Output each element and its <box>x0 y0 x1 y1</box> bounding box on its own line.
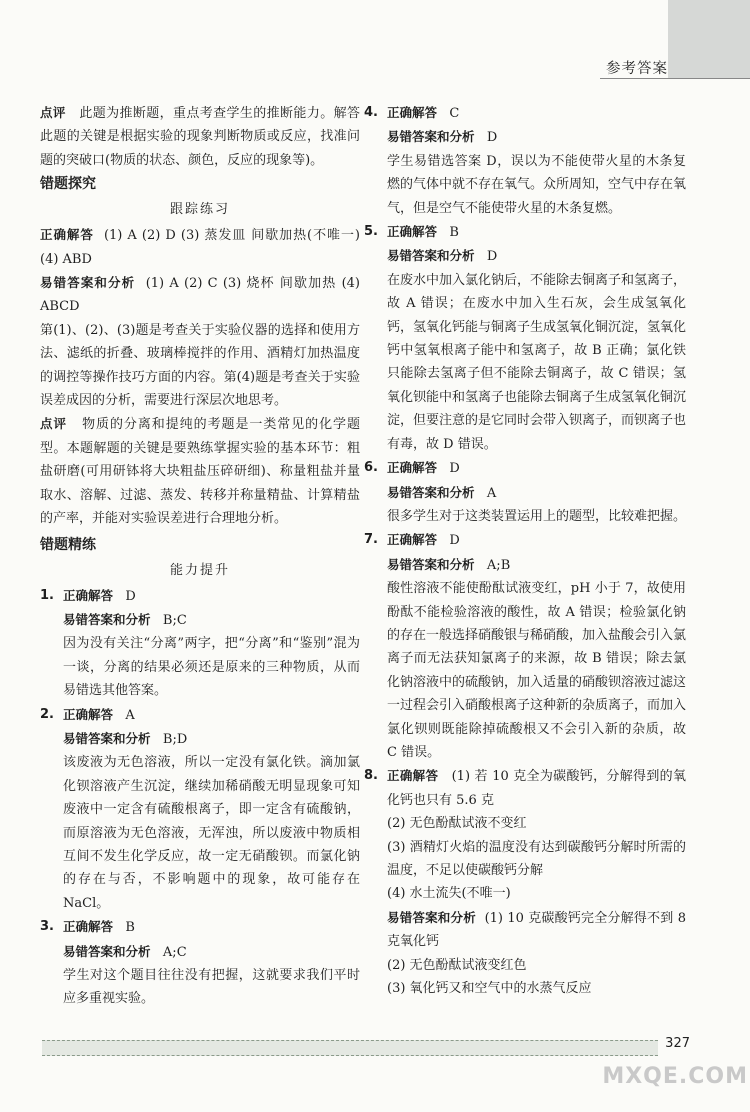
wrong-label: 易错答案和分析 <box>387 556 475 572</box>
answer-line: (4) 水土流失(不唯一) <box>387 886 511 902</box>
question-number: 2. <box>40 706 54 722</box>
wrong-answer <box>387 244 686 268</box>
question-item-2 <box>40 703 360 916</box>
comment-text: 此题为推断题，重点考查学生的推断能力。解答此题的关键是根据实验的现象判断物质或反应，找准问题的突破口(物质的状态、颜色，反应的现象等)。 <box>40 106 360 168</box>
section-title: 错题探究 <box>40 176 96 193</box>
correct-text: A <box>125 707 135 723</box>
wrong-label: 易错答案和分析 <box>40 275 136 291</box>
correct-text: B <box>125 920 135 936</box>
correct-answer <box>387 101 686 125</box>
answer-line: (2) 无色酚酞试液变红色 <box>387 957 527 973</box>
section-title: 错题精练 <box>40 536 96 553</box>
question-item-5 <box>364 220 686 456</box>
wrong-answer <box>387 553 686 577</box>
wrong-text: A <box>486 485 497 501</box>
page-number: 327 <box>665 1036 690 1051</box>
wrong-answer <box>63 608 360 632</box>
analysis-text: 第(1)、(2)、(3)题是考查关于实验仪器的选择和使用方法、滤纸的折叠、玻璃棒搅拌的作用、酒精灯加热温度的调控等操作技巧方面的内容。第(4)题是考查关于实验误差成因的分析，需要进行深层次地思考。 <box>40 322 360 409</box>
correct-text: (1) A (2) D (3) 蒸发皿 间歇加热(不唯一) (4) ABD <box>40 228 360 267</box>
question-number: 5. <box>364 224 378 240</box>
comment-paragraph <box>40 412 360 530</box>
correct-answer <box>387 456 686 480</box>
comment-label: 点评 <box>40 416 67 432</box>
wrong-answer <box>63 940 360 964</box>
correct-label: 正确解答 <box>387 105 438 120</box>
correct-label: 正确解答 <box>387 224 438 240</box>
correct-label: 正确解答 <box>387 532 438 548</box>
header-corner-block <box>668 0 750 78</box>
wrong-text: A;B <box>486 557 511 573</box>
correct-text: D <box>449 461 460 477</box>
footer-band <box>42 1040 658 1056</box>
wrong-text: (1) A (2) C (3) 烧杯 间歇加热 (4) ABCD <box>40 276 360 315</box>
answer-line: (3) 酒精灯火焰的温度没有达到碳酸钙分解时所需的温度，不足以使碳酸钙分解 <box>387 839 686 878</box>
question-item-1 <box>40 584 360 703</box>
question-number: 1. <box>40 587 54 603</box>
wrong-label: 易错答案和分析 <box>63 611 151 627</box>
correct-text: D <box>449 533 460 549</box>
wrong-answer <box>40 271 360 319</box>
correct-label: 正确解答 <box>387 460 438 476</box>
question-item-7 <box>364 528 686 764</box>
correct-answer <box>387 764 686 812</box>
question-item-8 <box>364 764 686 1000</box>
comment-label: 点评 <box>40 105 66 120</box>
watermark-text: MXQE.COM <box>602 1064 748 1089</box>
correct-label: 正确解答 <box>63 706 114 722</box>
question-item-6 <box>364 456 686 528</box>
correct-label: 正确解答 <box>63 919 114 935</box>
correct-label: 正确解答 <box>387 768 439 784</box>
answer-line: (2) 无色酚酞试液不变红 <box>387 816 527 832</box>
correct-label: 正确解答 <box>40 227 94 243</box>
answer-line: (3) 氧化钙又和空气中的水蒸气反应 <box>387 981 592 997</box>
question-item-4 <box>364 101 686 220</box>
wrong-text: B;D <box>162 731 188 747</box>
analysis-text: 在废水中加入氯化钠后，不能除去铜离子和氢离子，故 A 错误；在废水中加入生石灰，会生成氢氧化钙，氢氧化钙能与铜离子生成氢氧化铜沉淀，氢氧化钙中氢氧根离子能中和氢离子，故 B 正确；氯化铁只能除去氢离子但不能除去铜离子，故 C 错误；氢氧化钡能中和氢离子也能除去铜离子生成氢氧化铜沉淀，但要注意的是它同时会带入钡离子，而钡离子也有毒，故 D 错误。 <box>387 272 687 452</box>
right-column <box>364 101 686 1000</box>
wrong-text: (1) 10 克碳酸钙完全分解得不到 8 克氧化钙 <box>387 910 686 950</box>
wrong-answer <box>387 125 686 149</box>
question-number: 3. <box>40 919 54 935</box>
wrong-text: B;C <box>162 612 187 628</box>
header-rule <box>600 78 750 79</box>
correct-answer <box>63 915 360 939</box>
question-number: 7. <box>364 532 378 548</box>
wrong-text: D <box>486 130 498 146</box>
wrong-label: 易错答案和分析 <box>63 943 151 959</box>
question-number: 8. <box>364 768 378 784</box>
wrong-label: 易错答案和分析 <box>387 484 475 500</box>
correct-text: D <box>125 588 136 604</box>
analysis-text: 该废液为无色溶液，所以一定没有氯化铁。滴加氯化钡溶液产生沉淀，继续加稀硝酸无明显现象可知废液中一定含有硫酸根离子，即一定含有硫酸钠，而原溶液为无色溶液，无浑浊，所以废液中物质相互间不发生化学反应，故一定无硝酸钡。而氯化钠的存在与否，不影响题中的现象，故可能存在 NaCl。 <box>63 755 360 911</box>
correct-answer <box>387 220 686 244</box>
question-item-3 <box>40 915 360 1011</box>
wrong-label: 易错答案和分析 <box>63 730 151 746</box>
correct-answer <box>63 584 360 608</box>
wrong-text: A;C <box>162 944 187 960</box>
section-subtitle: 能力提升 <box>169 562 230 578</box>
correct-text: B <box>449 225 459 241</box>
comment-text: 物质的分离和提纯的考题是一类常见的化学题型。本题解题的关键是要熟练掌握实验的基本环节：粗盐研磨(可用研钵将大块粗盐压碎研细)、称量粗盐并量取水、溶解、过滤、蒸发、转移并称量精盐、计算精盐的产率，并能对实验误差进行合理地分析。 <box>40 417 360 527</box>
correct-answer <box>387 528 686 552</box>
wrong-answer <box>387 906 686 954</box>
correct-answer <box>63 703 360 727</box>
wrong-answer <box>63 727 360 751</box>
analysis-text: 学生对这个题目往往没有把握，这就要求我们平时应多重视实验。 <box>63 968 360 1007</box>
wrong-label: 易错答案和分析 <box>387 248 475 264</box>
correct-text: C <box>449 106 460 121</box>
wrong-label: 易错答案和分析 <box>387 909 476 925</box>
correct-label: 正确解答 <box>63 587 114 603</box>
left-column <box>40 101 360 1011</box>
wrong-text: D <box>486 249 498 265</box>
analysis-text: 学生易错选答案 D，误以为不能使带火星的木条复燃的气体中就不存在氧气。众所周知，空气中存在氧气，但是空气不能使带火星的木条复燃。 <box>387 153 687 216</box>
analysis-text: 酸性溶液不能使酚酞试液变红，pH 小于 7，故使用酚酞不能检验溶液的酸性，故 A 错误；检验氯化钠的存在一般选择硝酸银与稀硝酸，加入盐酸会引入氯离子而无法获知氯离子的来源，故 B 错误；除去氯化钠溶液中的硫酸钠，加入适量的硝酸钡溶液过滤这一过程会引入硝酸根离子这种新的杂质离子，而加入氯化钡则既能除掉硫酸根又不会引入新的杂质，故 C 错误。 <box>387 581 687 760</box>
correct-answer <box>40 223 360 271</box>
question-number: 6. <box>364 460 378 476</box>
wrong-answer <box>387 481 686 505</box>
question-number: 4. <box>364 105 378 120</box>
running-header: 参考答案 <box>606 61 668 77</box>
section-subtitle: 跟踪练习 <box>169 202 230 218</box>
analysis-text: 因为没有关注“分离”两字，把“分离”和“鉴别”混为一谈，分离的结果必须还是原来的三种物质，从而易错选其他答案。 <box>63 636 360 699</box>
wrong-label: 易错答案和分析 <box>387 129 475 145</box>
analysis-text: 很多学生对于这类装置运用上的题型，比较难把握。 <box>387 508 687 524</box>
intro-comment <box>40 101 360 172</box>
correct-text: (1) 若 10 克全为碳酸钙，分解得到的氧化钙也只有 5.6 克 <box>387 769 686 808</box>
